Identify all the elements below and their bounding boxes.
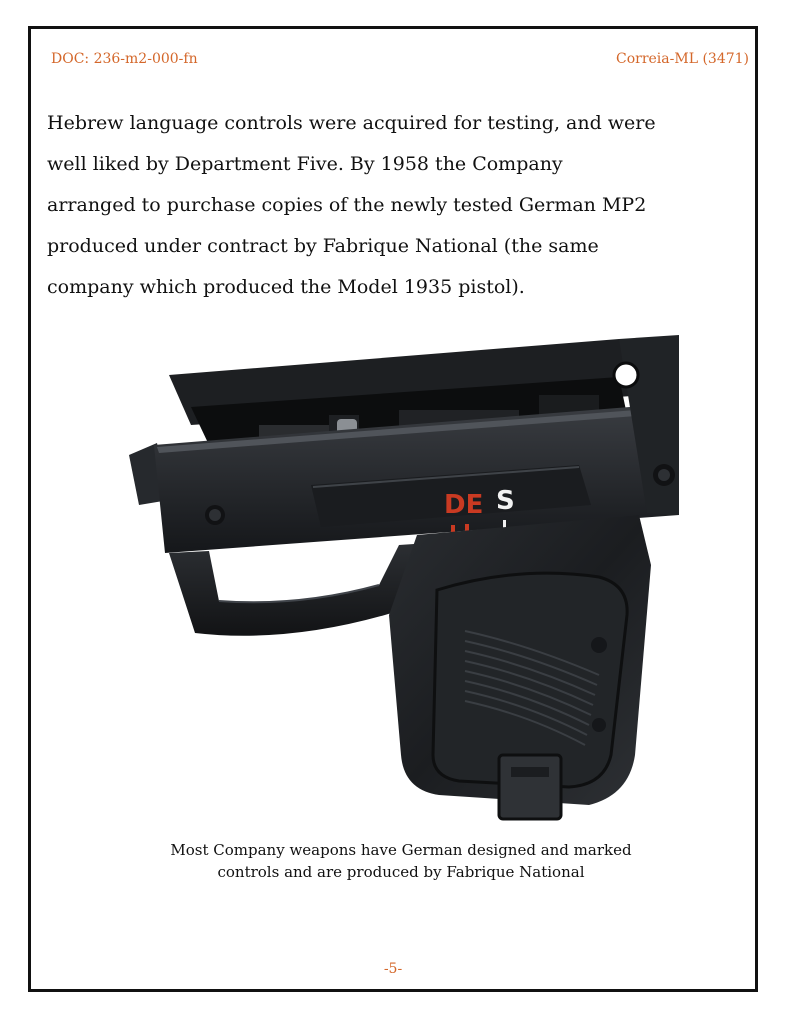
magazine-release bbox=[499, 755, 561, 819]
body-line: Hebrew language controls were acquired for testing, and were bbox=[47, 112, 656, 134]
body-paragraph bbox=[47, 103, 747, 308]
pistol-grip-photo bbox=[99, 315, 679, 821]
selector-marking-white: S bbox=[496, 486, 515, 516]
body-line: well liked by Department Five. By 1958 the Company bbox=[47, 153, 563, 175]
body-line: produced under contract by Fabrique National (the same bbox=[47, 235, 599, 257]
body-line: company which produced the Model 1935 pistol). bbox=[47, 276, 525, 298]
page-number: -5- bbox=[383, 961, 403, 977]
caption-line: controls and are produced by Fabrique National bbox=[217, 863, 585, 881]
body-line: arranged to purchase copies of the newly tested German MP2 bbox=[47, 194, 647, 216]
figure-caption bbox=[71, 839, 731, 883]
caption-line: Most Company weapons have German designed and marked bbox=[170, 841, 632, 859]
author-reference: Correia-ML (3471) bbox=[616, 51, 749, 67]
selector-marking-red: DE bbox=[444, 490, 484, 520]
page-frame bbox=[28, 26, 758, 992]
document-id: DOC: 236-m2-000-fn bbox=[51, 51, 198, 67]
